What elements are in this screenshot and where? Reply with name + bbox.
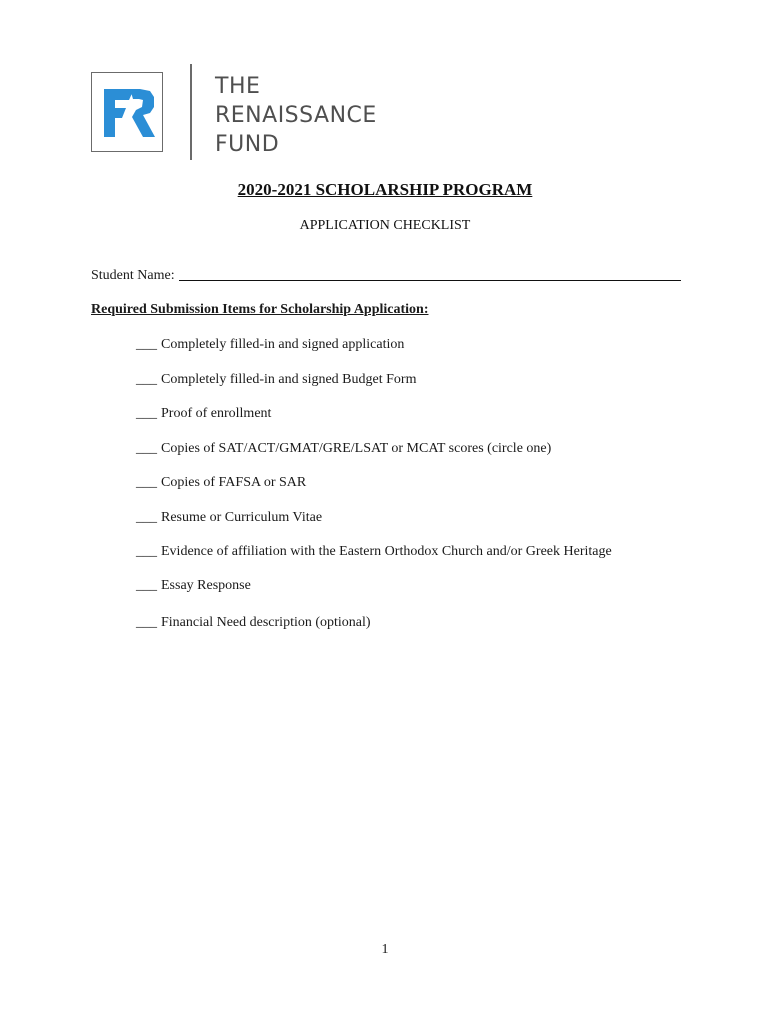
logo-line-fund: FUND [215,132,280,157]
checkbox-blank[interactable]: ___ [136,578,157,593]
checklist-item [136,406,271,422]
logo-mark [91,72,163,152]
section-heading: Required Submission Items for Scholarship Application: [91,302,429,317]
student-name-row [91,268,681,284]
checkbox-blank[interactable]: ___ [136,441,157,456]
logo-wordmark [215,72,377,159]
document-title: 2020-2021 SCHOLARSHIP PROGRAM [237,180,533,199]
checklist-item [136,475,306,491]
checkbox-blank[interactable]: ___ [136,406,157,421]
checklist-item [136,441,551,457]
checklist-item-label: Proof of enrollment [161,406,272,421]
page-number: 1 [381,942,389,957]
checklist-item [136,544,612,560]
checklist-item-label: Financial Need description (optional) [161,615,371,630]
checklist-item [136,372,416,388]
checklist-item [136,337,404,353]
student-name-field[interactable] [179,280,681,281]
checkbox-blank[interactable]: ___ [136,475,157,490]
logo-divider [190,64,192,160]
checklist-item-label: Evidence of affiliation with the Eastern Orthodox Church and/or Greek Heritage [161,544,612,559]
checkbox-blank[interactable]: ___ [136,510,157,525]
checkbox-blank[interactable]: ___ [136,337,157,352]
renaissance-fund-logo-icon [92,73,164,153]
checklist-item-label: Resume or Curriculum Vitae [161,510,323,525]
student-name-label: Student Name: [91,268,175,283]
checklist-item-label: Copies of SAT/ACT/GMAT/GRE/LSAT or MCAT scores (circle one) [161,441,552,456]
checklist-item [136,578,251,594]
checklist-item [136,615,371,631]
checklist-item [136,510,322,526]
logo-line-the: THE [215,74,261,99]
logo-line-renaissance: RENAISSANCE [215,103,377,128]
checklist-item-label: Completely filled-in and signed application [161,337,405,352]
checkbox-blank[interactable]: ___ [136,544,157,559]
checkbox-blank[interactable]: ___ [136,372,157,387]
checklist-item-label: Copies of FAFSA or SAR [161,475,307,490]
checklist-item-label: Completely filled-in and signed Budget Form [161,372,417,387]
checkbox-blank[interactable]: ___ [136,615,157,630]
checklist-item-label: Essay Response [161,578,251,593]
document-subtitle: APPLICATION CHECKLIST [299,218,471,233]
